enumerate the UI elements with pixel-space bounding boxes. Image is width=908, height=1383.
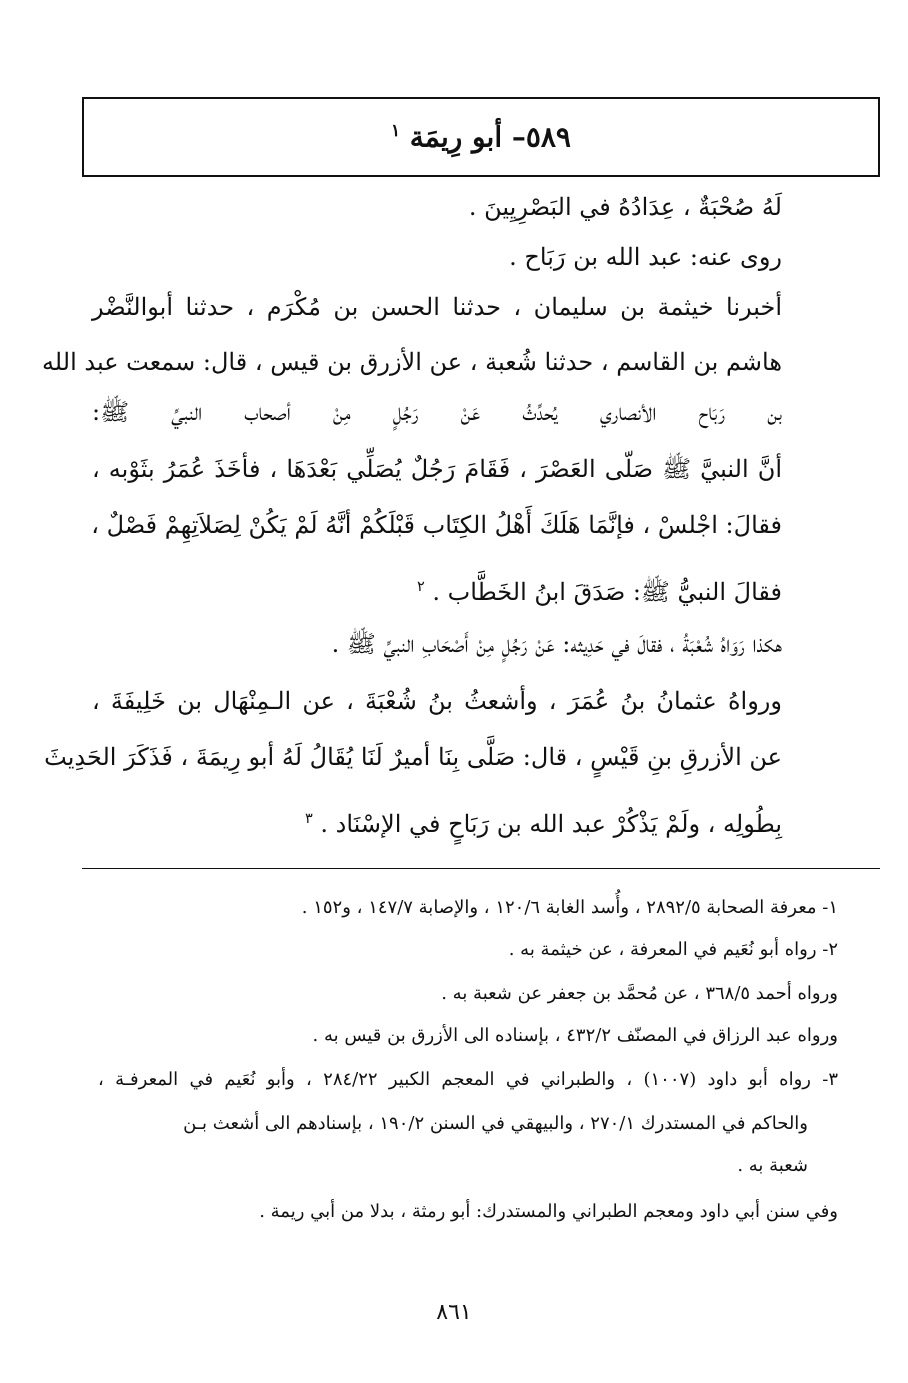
page-number: ٨٦١ bbox=[436, 1300, 472, 1325]
footnote-line: ورواه عبد الرزاق في المصنّف ٤٣٢/٢ ، بإسناده الى الأزرق بن قيس به . bbox=[312, 1025, 838, 1046]
body-line bbox=[417, 560, 782, 614]
body-line: بن رَبَاح الأنصاري يُحدِّثُ عَنْ رَجُلٍ مِنْ أصحاب النبيِّ ﷺ: bbox=[92, 398, 782, 426]
body-line: لَهُ صُحْبَةٌ ، عِدَادُهُ في البَصْرِيِينَ . bbox=[468, 193, 782, 221]
body-line bbox=[305, 792, 782, 846]
body-line-text: فقالَ النبيُّ ﷺ: صَدَقَ ابنُ الخَطَّاب . bbox=[432, 578, 782, 606]
entry-title-text: ٥٨٩– أبو رِيمَة bbox=[409, 120, 571, 154]
entry-title bbox=[391, 120, 571, 153]
footnote-ref-3: ٣ bbox=[305, 811, 313, 827]
body-line: ورواهُ عثمانُ بنُ عُمَرَ ، وأشعثُ بنُ شُعْبَةَ ، عن الـمِنْهَال بن خَلِيفَةَ ، bbox=[92, 687, 782, 715]
body-line: عن الأزرقِ بنِ قَيْسٍ ، قال: صَلَّى بِنَا أميرٌ لَنَا يُقَالُ لَهُ أبو رِيمَةَ ، فَذَكَرَ الحَدِيثَ bbox=[44, 743, 782, 771]
footnote-line: وفي سنن أبي داود ومعجم الطبراني والمستدرك: أبو رمثة ، بدلا من أبي ريمة . bbox=[259, 1201, 838, 1222]
footnote-ref-1: ١ bbox=[391, 120, 401, 141]
footnote-ref-2: ٢ bbox=[417, 579, 425, 595]
footnote-line: ورواه أحمد ٣٦٨/٥ ، عن مُحمَّد بن جعفر عن شعبة به . bbox=[441, 983, 838, 1004]
footnote-line: والحاكم في المستدرك ٢٧٠/١ ، والبيهقي في السنن ١٩٠/٢ ، بإسنادهم الى أشعث بـن bbox=[183, 1113, 808, 1134]
body-line: أخبرنا خيثمة بن سليمان ، حدثنا الحسن بن مُكْرَم ، حدثنا أبوالنَّضْر bbox=[92, 293, 782, 321]
body-line: روى عنه: عبد الله بن رَبَاح . bbox=[509, 243, 782, 271]
body-line: هكذا رَوَاهُ شُعْبَةُ ، فقالَ في حَدِيثه: عَنْ رَجُلٍ مِنْ أَصْحَابِ النبيِّ ﷺ . bbox=[331, 630, 782, 658]
body-line-text: بِطُولِه ، ولَمْ يَذْكُرْ عبد الله بن رَبَاحٍ في الإسْنَاد . bbox=[320, 810, 782, 838]
entry-heading-box bbox=[82, 97, 880, 177]
body-line: هاشم بن القاسم ، حدثنا شُعبة ، عن الأزرق بن قيس ، قال: سمعت عبد الله bbox=[41, 348, 782, 376]
footnote-line: ٢- رواه أبو نُعَيم في المعرفة ، عن خيثمة به . bbox=[508, 939, 838, 960]
footnote-line: ٣- رواه أبو داود (١٠٠٧) ، والطبراني في المعجم الكبير ٢٨٤/٢٢ ، وأبو نُعَيم في المعرفـة ، bbox=[98, 1069, 839, 1090]
body-line: أنَّ النبيَّ ﷺ صَلّى العَصْرَ ، فَقَامَ رَجُلٌ يُصَلِّي بَعْدَهَا ، فأخَذَ عُمَرُ بثَوْبه ، bbox=[92, 455, 782, 483]
body-line: فقالَ: اجْلسْ ، فإنَّمَا هَلَكَ أَهْلُ الكِتَاب قَبْلَكُمْ أنَّهُ لَمْ يَكُنْ لِصَلاَتِهِمْ فَصْلٌ ، bbox=[91, 511, 782, 539]
footnote-line: ١- معرفة الصحابة ٢٨٩٢/٥ ، وأُسد الغابة ١٢٠/٦ ، والإصابة ١٤٧/٧ ، و١٥٢ . bbox=[301, 897, 838, 918]
footnote-separator bbox=[82, 868, 880, 869]
footnote-line: شعبة به . bbox=[737, 1155, 808, 1176]
